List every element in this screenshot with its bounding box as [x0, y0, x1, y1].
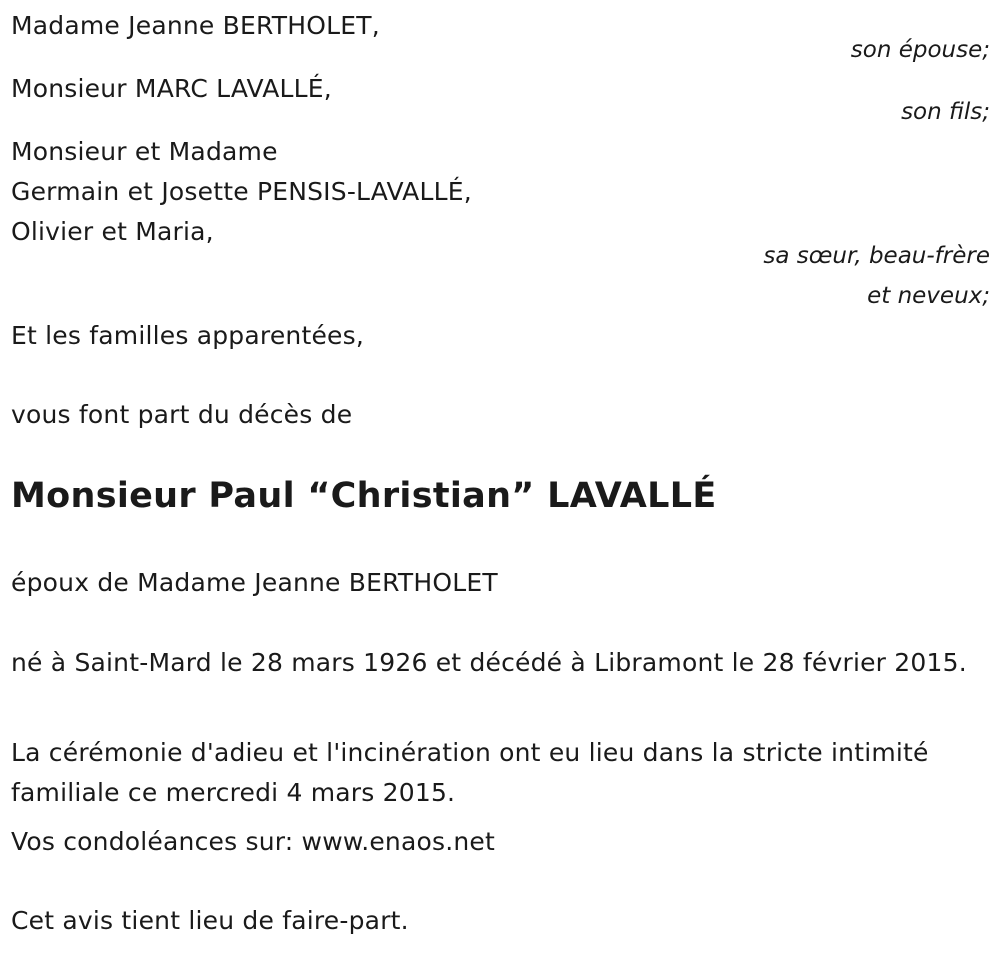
family-member-name: Madame Jeanne BERTHOLET, — [11, 11, 380, 40]
family-relation: et neveux; — [867, 283, 990, 309]
family-relation: son épouse; — [850, 37, 990, 63]
family-relation: son fils; — [901, 99, 990, 125]
deceased-name: Monsieur Paul “Christian” LAVALLÉ — [11, 476, 717, 516]
announce-line: vous font part du décès de — [11, 400, 353, 429]
family-relation: sa sœur, beau-frère — [763, 243, 990, 269]
closing-text: Cet avis tient lieu de faire-part. — [11, 906, 409, 935]
condolences-text: Vos condoléances sur: www.enaos.net — [11, 827, 495, 856]
birth-death-text: né à Saint-Mard le 28 mars 1926 et décédé à Libramont le 28 février 2015. — [11, 648, 967, 677]
family-member-name: Monsieur et Madame — [11, 137, 278, 166]
spouse-line: époux de Madame Jeanne BERTHOLET — [11, 568, 498, 597]
family-member-name: Monsieur MARC LAVALLÉ, — [11, 74, 332, 103]
family-member-name: Olivier et Maria, — [11, 217, 214, 246]
ceremony-text: La cérémonie d'adieu et l'incinération ont eu lieu dans la stricte intimité familiale ce mercredi 4 mars 2015. — [11, 738, 929, 807]
family-member-name: Germain et Josette PENSIS-LAVALLÉ, — [11, 177, 472, 206]
families-line: Et les familles apparentées, — [11, 321, 364, 350]
